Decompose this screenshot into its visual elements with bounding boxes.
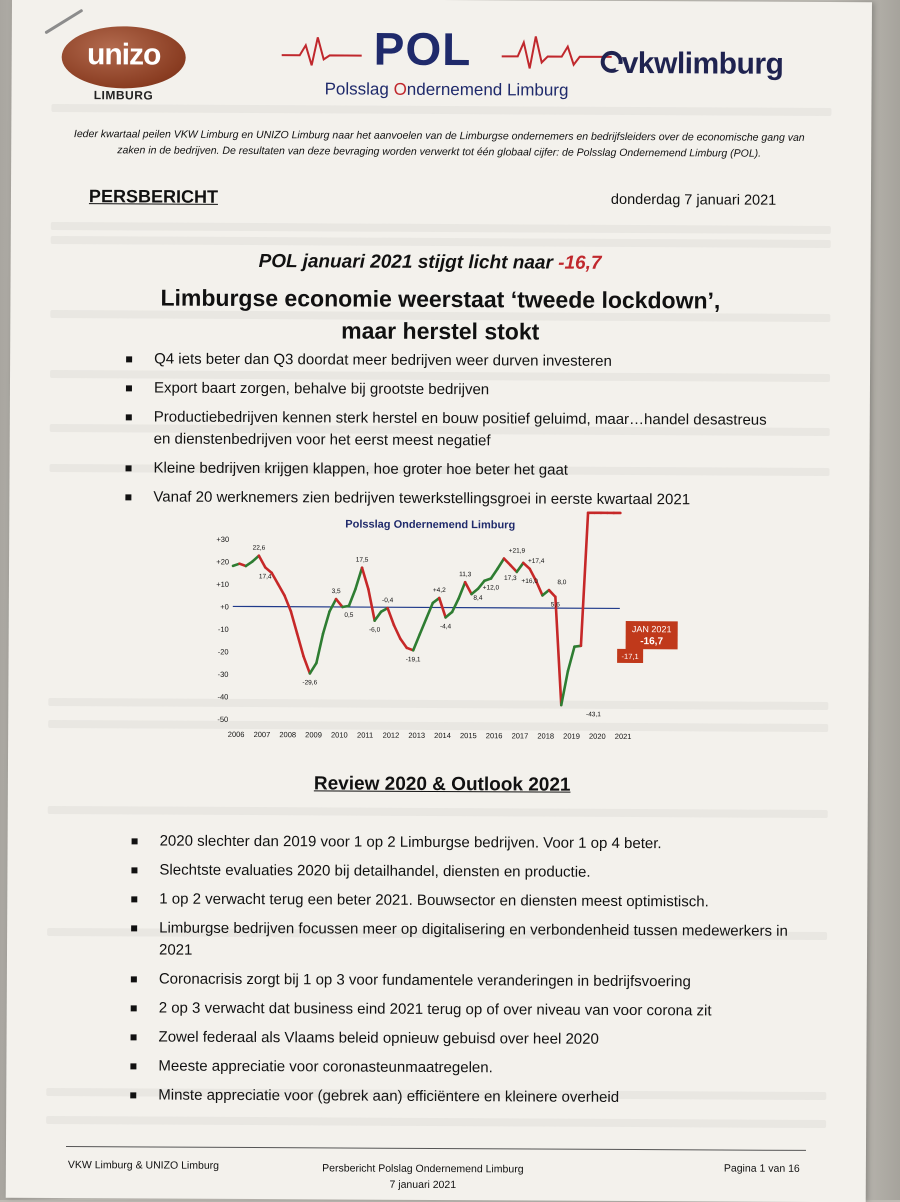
pol-chart [204,511,655,745]
x-tick-label: 2016 [486,731,503,740]
series-segment [400,639,406,648]
series-segment [394,625,401,639]
x-tick-label: 2012 [383,731,400,740]
list-item: 2020 slechter dan 2019 voor 1 op 2 Limburgse bedrijven. Voor 1 op 4 beter. [126,830,816,856]
series-segment [362,568,369,589]
list-item: 2 op 3 verwacht dat business eind 2021 terug op of over niveau van voor corona zit [125,997,815,1023]
series-segment [330,599,337,611]
series-segment [568,647,575,672]
data-label: 11,3 [459,571,472,578]
series-segment [284,595,291,611]
data-label: 17,4 [259,573,272,580]
pol-subtitle-pre: Polsslag [325,79,394,98]
data-label: 3,5 [332,588,341,595]
data-label: 17,5 [356,557,369,564]
x-tick-label: 2009 [305,730,322,739]
footer-divider [66,1146,806,1151]
data-label: 17,3 [504,575,517,582]
series-segment [510,565,516,572]
x-tick-label: 2021 [615,732,632,741]
series-segment [452,599,459,613]
data-label: -43,1 [586,711,601,718]
series-segment [459,582,466,598]
data-label: +12,0 [483,584,500,591]
series-segment [259,556,266,568]
data-label: 0,5 [344,612,353,619]
series-segment [310,663,317,673]
series-segment [375,612,381,621]
series-segment [388,608,395,625]
x-tick-label: 2020 [589,732,606,741]
footer-left: VKW Limburg & UNIZO Limburg [68,1159,219,1172]
series-segment [426,603,433,619]
unizo-logo-subtitle: LIMBURG [61,88,185,103]
list-item: Coronacrisis zorgt bij 1 op 3 voor fundamentele veranderingen in bedrijfsvoering [125,968,815,994]
data-label: 8,0 [557,579,566,586]
pol-chart-svg [204,511,655,745]
list-item: Kleine bedrijven krijgen klappen, hoe groter hoe beter het gaat [119,457,779,482]
series-segment [349,589,356,606]
kicker-text: POL januari 2021 stijgt licht naar [259,251,559,274]
page-number: Pagina 1 van 16 [724,1162,800,1174]
series-segment [291,611,298,634]
x-tick-label: 2017 [512,731,529,740]
series-segment [504,559,510,566]
list-item: Meeste appreciatie voor coronasteunmaatregelen. [124,1055,814,1081]
series-segment [420,619,427,635]
data-label: -29,6 [302,679,317,686]
pol-subtitle [291,79,601,101]
callout-line-2: -16,7 [640,636,663,647]
kicker-value: -16,7 [558,253,601,274]
chart-title: Polsslag Ondernemend Limburg [345,519,515,532]
series-segment [413,634,420,650]
list-item: Minste appreciatie voor (gebrek aan) efficiëntere en kleinere overheid [124,1084,814,1110]
callout-line-1: JAN 2021 [632,624,672,634]
data-label: +17,4 [528,558,545,565]
series-segment [465,582,472,594]
document-page [6,0,872,1202]
data-label: +21,9 [509,548,526,555]
list-item: Export baart zorgen, behalve bij grootste bedrijven [120,377,780,402]
list-item: Productiebedrijven kennen sterk herstel en bouw positief geluimd, maar…handel desastreus en dienstenbedrijven voor het eerst meest negatief [120,406,780,453]
x-tick-label: 2018 [537,732,554,741]
y-tick-label: -50 [217,715,228,724]
series-segment [303,656,310,673]
x-tick-label: 2014 [434,731,451,740]
series-segment [297,634,304,657]
data-label: +4,2 [433,587,446,594]
unizo-logo-text: unizo [62,38,186,73]
bottom-bullet-list [124,830,815,1117]
data-label: -0,4 [382,597,394,604]
list-item: Vanaf 20 werknemers zien bedrijven tewerkstellingsgroei in eerste kwartaal 2021 [119,486,779,511]
data-label: -4,4 [440,623,452,630]
headline-line-2: maar herstel stokt [140,313,740,348]
pol-subtitle-post: ndernemend Limburg [407,80,569,100]
series-segment [336,599,342,607]
headline-line-1: Limburgse economie weerstaat ‘tweede lockdown’, [140,281,740,316]
x-tick-label: 2019 [563,732,580,741]
x-tick-label: 2013 [408,731,425,740]
x-tick-label: 2011 [357,731,373,740]
y-tick-label: -40 [217,692,228,701]
data-label: 5,6 [551,601,560,608]
y-tick-label: -20 [218,647,229,656]
series-segment [497,559,504,569]
staple-pin [44,9,83,35]
series-segment [272,573,279,584]
data-label: 22,6 [253,545,266,552]
series-segment [355,568,362,589]
list-item: Limburgse bedrijven focussen meer op digitalisering en verbondenheid tussen medewerkers in 2021 [125,917,815,965]
footer-center [308,1160,538,1193]
y-tick-label: -10 [218,625,229,634]
x-tick-label: 2008 [279,730,296,739]
data-label: -6,0 [369,627,381,634]
headline [140,281,740,348]
x-tick-label: 2006 [228,730,245,739]
y-tick-label: +10 [216,580,229,589]
data-label: 8,4 [473,595,482,602]
review-title: Review 2020 & Outlook 2021 [314,773,571,796]
intro-paragraph: Ieder kwartaal peilen VKW Limburg en UNIZO Limburg naar het aanvoelen van de Limburgse ondernemers en bedrijfsleiders over de economische gang van zaken in de bedrijven. De resultaten van deze bevraging worden verwerkt tot één globaal cijfer: de Polsslag Ondernemend Limburg (POL). [69,126,809,162]
data-label: -17,1 [622,652,639,661]
x-tick-label: 2010 [331,730,348,739]
series-segment [549,590,555,597]
y-tick-label: +20 [216,557,229,566]
list-item: Slechtste evaluaties 2020 bij detailhandel, diensten en productie. [125,859,815,885]
persbericht-label: PERSBERICHT [89,186,218,208]
y-tick-label: -30 [218,670,229,679]
pol-title: POL [374,22,472,77]
series-segment [555,597,562,705]
series-segment [561,671,568,705]
list-item: Q4 iets beter dan Q3 doordat meer bedrijven weer durven investeren [120,348,780,373]
kicker-line [259,251,602,275]
series-segment [491,569,498,579]
list-item: Zowel federaal als Vlaams beleid opnieuw gebuisd over heel 2020 [125,1026,815,1052]
footer-center-line-1: Persbericht Polslag Ondernemend Limburg [308,1160,538,1177]
series-segment [278,584,285,595]
x-tick-label: 2007 [254,730,271,739]
x-tick-label: 2015 [460,731,477,740]
series-segment [316,634,323,663]
series-segment [581,513,588,646]
release-date: donderdag 7 januari 2021 [611,192,776,209]
y-tick-label: +0 [220,602,229,611]
footer-center-line-2: 7 januari 2021 [308,1176,538,1193]
pol-subtitle-o: O [394,80,407,99]
top-bullet-list [119,348,780,518]
data-label: +16,0 [521,578,538,585]
y-tick-label: +30 [216,535,229,544]
series-segment [323,611,330,634]
series-segment [517,563,523,572]
list-item: 1 op 2 verwacht terug een beter 2021. Bouwsector en diensten meest optimistisch. [125,888,815,914]
vkw-logo-text: vkwlimburg [622,47,784,82]
series-segment [368,589,375,621]
data-label: -19,1 [406,656,421,663]
